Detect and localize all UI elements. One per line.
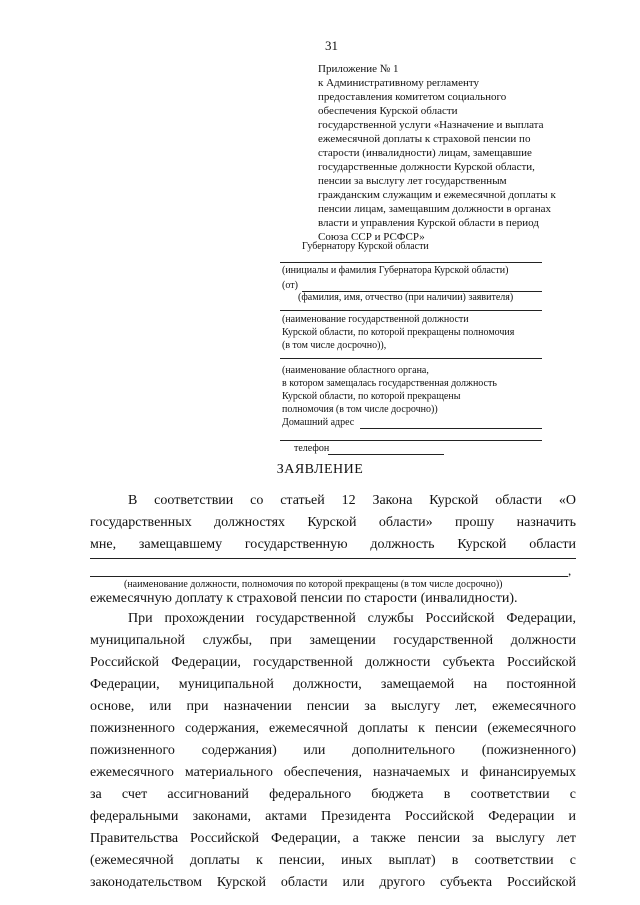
paragraph-line: Правительства Российской Федерации, а также пенсии за выслугу лет	[90, 831, 576, 846]
home-address-label: Домашний адрес	[282, 417, 355, 428]
governor-name-line[interactable]	[280, 262, 542, 263]
governor-caption: (инициалы и фамилия Губернатора Курской области)	[282, 265, 509, 276]
paragraph-line: В соответствии со статьей 12 Закона Курской области «О	[128, 493, 576, 508]
organ-caption-line: (наименование областного органа,	[282, 365, 429, 376]
position-line[interactable]	[280, 310, 542, 311]
paragraph-line: При прохождении государственной службы Российской Федерации,	[128, 611, 576, 626]
appendix-line: обеспечения Курской области	[318, 105, 458, 117]
organ-caption-line: полномочия (в том числе досрочно))	[282, 404, 438, 415]
paragraph-line: Российской Федерации, государственной должности субъекта Российской	[90, 655, 576, 670]
position-blank-line[interactable]	[90, 558, 576, 559]
appendix-block	[318, 62, 556, 244]
appendix-line: власти и управления Курской области в период	[318, 217, 539, 229]
appendix-line: Приложение № 1	[318, 63, 399, 75]
applicant-caption: (фамилия, имя, отчество (при наличии) заявителя)	[298, 292, 514, 303]
position-caption-line: (наименование государственной должности	[282, 314, 469, 325]
appendix-line: ежемесячной доплаты к страховой пенсии по	[318, 133, 531, 145]
appendix-line: предоставления комитетом социального	[318, 91, 507, 103]
paragraph-line: пожизненного содержания) или дополнительного (пожизненного)	[90, 743, 576, 758]
appendix-line: государственные должности Курской области,	[318, 161, 535, 173]
page-number: 31	[325, 38, 338, 53]
appendix-line: пенсии лицам, замещавшим должности в органах	[318, 203, 551, 215]
paragraph-line: за счет ассигнований федерального бюджета в соответствии с	[90, 787, 576, 802]
phone-line[interactable]	[328, 454, 444, 455]
appendix-line: государственной услуги «Назначение и выплата	[318, 119, 544, 131]
position-caption-line: (в том числе досрочно)),	[282, 340, 387, 351]
position-caption-line: Курской области, по которой прекращены полномочия	[282, 327, 515, 338]
paragraph-line: пожизненного содержания, ежемесячной доплаты к пенсии (ежемесячного	[90, 721, 576, 736]
organ-caption-line: Курской области, по которой прекращены	[282, 391, 461, 402]
paragraph-line: основе, или при назначении пенсии за выслугу лет, ежемесячного	[90, 699, 576, 714]
home-address-line-2[interactable]	[280, 440, 542, 441]
blank-caption: (наименование должности, полномочия по которой прекращены (в том числе досрочно))	[124, 579, 503, 590]
position-blank-line-2[interactable]	[90, 576, 568, 577]
comma-mark: ,	[568, 563, 572, 578]
appendix-line: к Административному регламенту	[318, 77, 480, 89]
paragraph-line: законодательством Курской области или другого субъекта Российской	[90, 875, 576, 890]
appendix-line: Союза ССР и РСФСР»	[318, 231, 425, 243]
organ-line[interactable]	[280, 358, 542, 359]
appendix-line: старости (инвалидности) лицам, замещавшие	[318, 147, 532, 159]
organ-caption-line: в котором замещалась государственная должность	[282, 378, 497, 389]
addressee: Губернатору Курской области	[302, 241, 429, 252]
paragraph-line: муниципальной службы, при замещении государственной должности	[90, 633, 576, 648]
paragraph-line: государственных должностях Курской области» прошу назначить	[90, 515, 576, 530]
paragraph-line: (ежемесячной доплаты к пенсии, иных выплат) в соответствии с	[90, 853, 576, 868]
paragraph-line: ежемесячного материального обеспечения, назначаемых и финансируемых	[90, 765, 576, 780]
paragraph-line: ежемесячную доплату к страховой пенсии по старости (инвалидности).	[90, 591, 518, 606]
appendix-line: гражданским служащим и ежемесячной доплаты к	[318, 189, 556, 201]
paragraph-line: мне, замещавшему государственную должность Курской области	[90, 537, 576, 552]
appendix-line: пенсии за выслугу лет государственным	[318, 175, 507, 187]
home-address-line[interactable]	[360, 428, 542, 429]
phone-label: телефон	[294, 443, 330, 454]
paragraph-line: Федерации, муниципальной должности, замещаемой на постоянной	[90, 677, 576, 692]
from-label: (от)	[282, 280, 298, 291]
document-title: ЗАЯВЛЕНИЕ	[276, 462, 364, 477]
paragraph-line: федеральными законами, актами Президента Российской Федерации и	[90, 809, 576, 824]
